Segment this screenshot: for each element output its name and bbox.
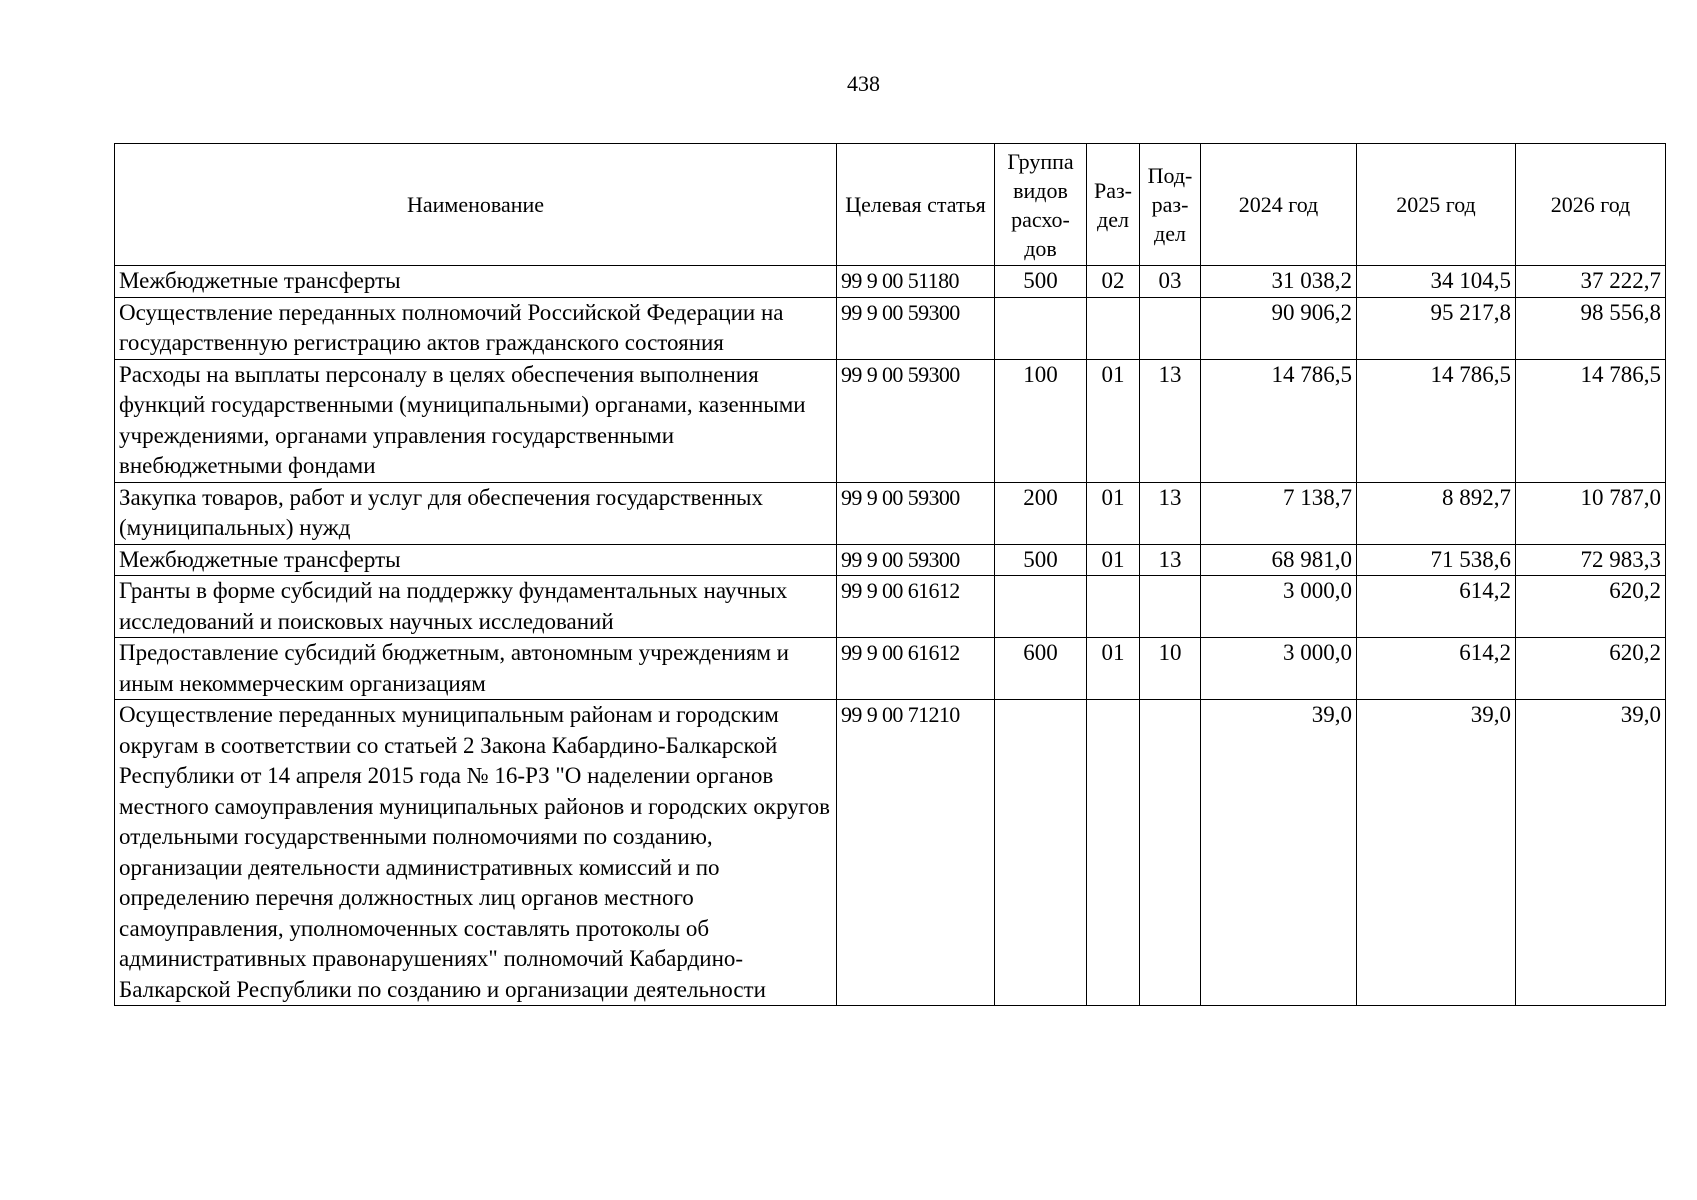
row-2025: 614,2: [1357, 576, 1516, 638]
row-name: Закупка товаров, работ и услуг для обеспечения государственных (муниципальных) нужд: [115, 482, 837, 544]
row-group: 600: [995, 638, 1087, 700]
row-group: [995, 700, 1087, 1006]
header-name: Наименование: [115, 144, 837, 266]
row-2024: 90 906,2: [1201, 297, 1357, 359]
row-group: 100: [995, 359, 1087, 482]
row-2025: 71 538,6: [1357, 544, 1516, 576]
row-2024: 39,0: [1201, 700, 1357, 1006]
row-2025: 614,2: [1357, 638, 1516, 700]
row-section: 01: [1087, 359, 1140, 482]
row-name: Межбюджетные трансферты: [115, 544, 837, 576]
row-code: 99 9 00 61612: [837, 638, 995, 700]
row-name: Осуществление переданных муниципальным районам и городским округам в соответствии со статьей 2 Закона Кабардино-Балкарской Республики от 14 апреля 2015 года № 16-РЗ "О наделении органов местного самоуправления муниципальных районов и городских округов отдельными государственными полномочиями по созданию, организации деятельности административных комиссий и по определению перечня должностных лиц органов местного самоуправления, уполномоченных составлять протоколы об административных правонарушениях" полномочий Кабардино-Балкарской Республики по созданию и организации деятельности: [115, 700, 837, 1006]
row-subsection: 13: [1140, 544, 1201, 576]
header-subsection: Под-раз-дел: [1140, 144, 1201, 266]
row-subsection: 13: [1140, 359, 1201, 482]
row-name: Межбюджетные трансферты: [115, 266, 837, 298]
row-code: 99 9 00 59300: [837, 544, 995, 576]
row-2024: 7 138,7: [1201, 482, 1357, 544]
row-code: 99 9 00 61612: [837, 576, 995, 638]
row-2025: 95 217,8: [1357, 297, 1516, 359]
row-group: 500: [995, 544, 1087, 576]
table-row: [115, 297, 1666, 359]
header-section: Раз-дел: [1087, 144, 1140, 266]
header-expense-group: Группа видов расхо-дов: [995, 144, 1087, 266]
row-2025: 34 104,5: [1357, 266, 1516, 298]
row-name: Предоставление субсидий бюджетным, автономным учреждениям и иным некоммерческим организациям: [115, 638, 837, 700]
header-year-2024: 2024 год: [1201, 144, 1357, 266]
table-row: [115, 544, 1666, 576]
row-2026: 39,0: [1516, 700, 1666, 1006]
page-number: 438: [847, 71, 880, 96]
row-2026: 10 787,0: [1516, 482, 1666, 544]
row-group: 500: [995, 266, 1087, 298]
row-2025: 8 892,7: [1357, 482, 1516, 544]
row-2024: 3 000,0: [1201, 576, 1357, 638]
row-section: 02: [1087, 266, 1140, 298]
row-group: 200: [995, 482, 1087, 544]
row-section: 01: [1087, 482, 1140, 544]
row-2026: 72 983,3: [1516, 544, 1666, 576]
row-group: [995, 297, 1087, 359]
row-section: 01: [1087, 638, 1140, 700]
table-row: [115, 266, 1666, 298]
row-section: [1087, 297, 1140, 359]
row-code: 99 9 00 51180: [837, 266, 995, 298]
row-subsection: 03: [1140, 266, 1201, 298]
row-name: Гранты в форме субсидий на поддержку фундаментальных научных исследований и поисковых научных исследований: [115, 576, 837, 638]
row-subsection: [1140, 700, 1201, 1006]
row-section: [1087, 576, 1140, 638]
row-2025: 39,0: [1357, 700, 1516, 1006]
row-code: 99 9 00 59300: [837, 482, 995, 544]
row-name: Расходы на выплаты персоналу в целях обеспечения выполнения функций государственными (муниципальными) органами, казенными учреждениями, органами управления государственными внебюджетными фондами: [115, 359, 837, 482]
row-2024: 31 038,2: [1201, 266, 1357, 298]
row-2026: 620,2: [1516, 576, 1666, 638]
row-2026: 620,2: [1516, 638, 1666, 700]
row-2024: 3 000,0: [1201, 638, 1357, 700]
row-subsection: [1140, 297, 1201, 359]
header-year-2025: 2025 год: [1357, 144, 1516, 266]
table-row: [115, 482, 1666, 544]
table-row: [115, 700, 1666, 1006]
budget-table: [114, 143, 1666, 1006]
row-section: 01: [1087, 544, 1140, 576]
row-2026: 98 556,8: [1516, 297, 1666, 359]
row-name: Осуществление переданных полномочий Российской Федерации на государственную регистрацию актов гражданского состояния: [115, 297, 837, 359]
row-2025: 14 786,5: [1357, 359, 1516, 482]
row-subsection: 13: [1140, 482, 1201, 544]
row-code: 99 9 00 71210: [837, 700, 995, 1006]
row-subsection: 10: [1140, 638, 1201, 700]
row-2024: 14 786,5: [1201, 359, 1357, 482]
row-group: [995, 576, 1087, 638]
row-section: [1087, 700, 1140, 1006]
row-subsection: [1140, 576, 1201, 638]
row-code: 99 9 00 59300: [837, 297, 995, 359]
table-row: [115, 638, 1666, 700]
row-code: 99 9 00 59300: [837, 359, 995, 482]
table-header-row: [115, 144, 1666, 266]
row-2026: 37 222,7: [1516, 266, 1666, 298]
row-2024: 68 981,0: [1201, 544, 1357, 576]
row-2026: 14 786,5: [1516, 359, 1666, 482]
header-target-article: Целевая статья: [837, 144, 995, 266]
table-row: [115, 359, 1666, 482]
header-year-2026: 2026 год: [1516, 144, 1666, 266]
table-row: [115, 576, 1666, 638]
